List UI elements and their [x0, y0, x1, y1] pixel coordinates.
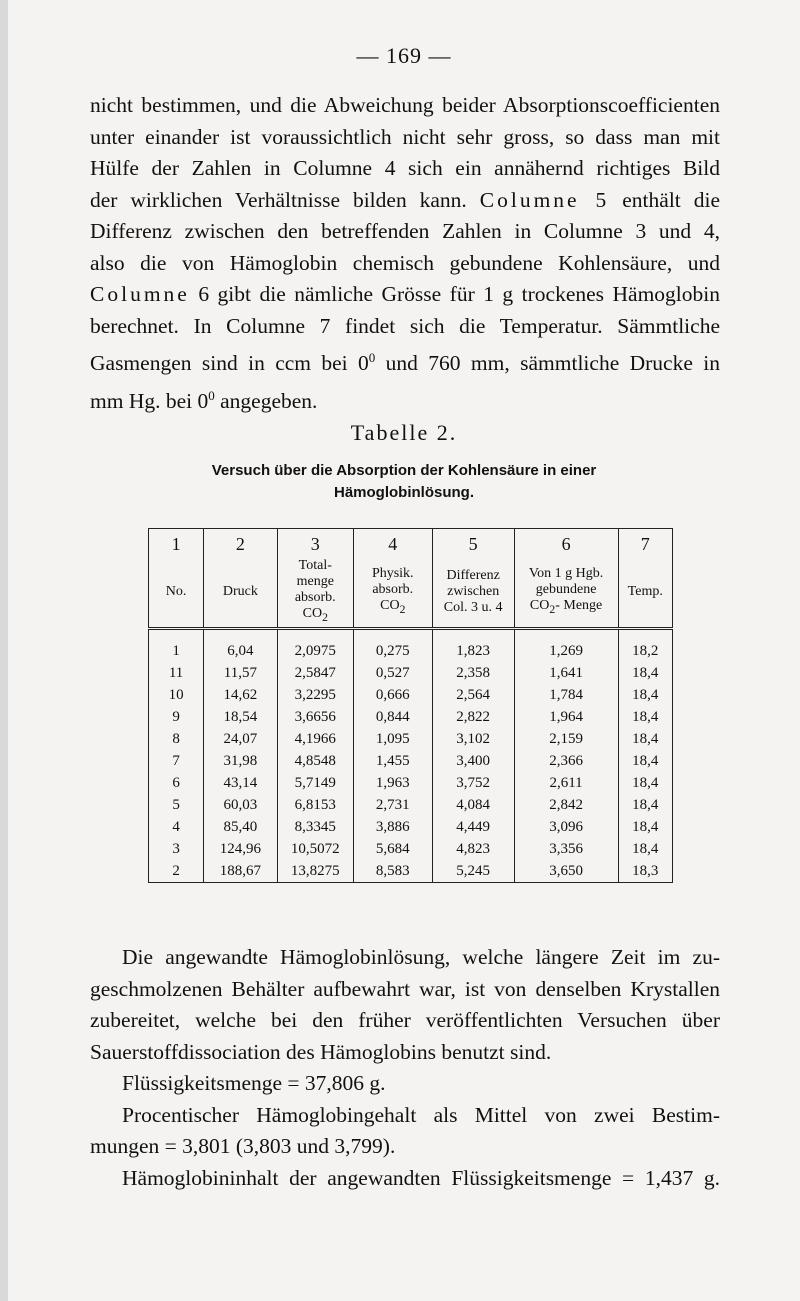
header-no: No.: [149, 557, 204, 629]
text-line: mm Hg. bei $0^0$ angegeben.: [90, 387, 318, 413]
column-header-row: [149, 557, 673, 629]
text-line: Columne 6 gibt die nämliche Grösse für 1 g trockenes Hämoglobin: [90, 282, 721, 306]
header-total: Total- menge absorb. $CO_2$: [277, 557, 353, 629]
table-row: 4 85,40 8,3345 3,886 4,449 3,096 18,4: [149, 816, 673, 838]
table-row: 8 24,07 4,1966 1,095 3,102 2,159 18,4: [149, 728, 673, 750]
header-differenz: Differenz zwischen Col. 3 u. 4: [432, 557, 514, 629]
header-temp: Temp.: [618, 557, 672, 629]
text-line: geschmolzenen Behälter aufbewahrt war, ist von denselben Krystallen: [90, 976, 720, 1001]
text-line: nicht bestimmen, und die Abweichung beider Absorptionscoefficienten: [90, 93, 720, 117]
hgb-percent-line: Procentischer Hämoglobingehalt als Mittel von zwei Bestim-: [122, 1102, 720, 1127]
table-row: 7 31,98 4,8548 1,455 3,400 2,366 18,4: [149, 750, 673, 772]
table-row: 6 43,14 5,7149 1,963 3,752 2,611 18,4: [149, 772, 673, 794]
table-row: 3 124,96 10,5072 5,684 4,823 3,356 18,4: [149, 838, 673, 860]
text-line: zubereitet, welche bei den früher veröffentlichten Versuchen über: [90, 1008, 720, 1032]
text-line: Differenz zwischen den betreffenden Zahlen in Columne 3 und 4,: [90, 219, 720, 243]
text-line: berechnet. In Columne 7 findet sich die Temperatur. Sämmtliche: [90, 313, 720, 338]
column-number-row: 1 2 3 4 5 6 7: [149, 529, 673, 558]
text-line: also die von Hämoglobin chemisch gebundene Kohlensäure, und: [90, 250, 720, 275]
header-hgb: Von 1 g Hgb. gebundene $CO_2-$ Menge: [514, 557, 618, 629]
text-line: Hülfe der Zahlen in Columne 4 sich ein annähernd richtiges Bild: [90, 156, 720, 180]
header-physik: Physik. absorb. $CO_2$: [353, 557, 432, 629]
data-table: [148, 528, 673, 883]
text-line: unter einander ist voraussichtlich nicht sehr gross, so dass man mit: [90, 124, 720, 149]
table-row: 11 11,57 2,5847 0,527 2,358 1,641 18,4: [149, 662, 673, 684]
paragraph-2: [90, 942, 720, 1194]
text-line: der wirklichen Verhältnisse bilden kann. Columne 5 enthält die: [90, 187, 720, 212]
paragraph-1: [90, 90, 720, 417]
table-caption: Versuch über die Absorption der Kohlensäure in einer Hämoglobinlösung.: [211, 462, 597, 501]
hgb-content-line: Hämoglobininhalt der angewandten Flüssigkeitsmenge = 1,437 g.: [122, 1165, 720, 1190]
book-page: [8, 0, 800, 1301]
text-line: Die angewandte Hämoglobinlösung, welche längere Zeit im zu-: [122, 945, 720, 969]
table-row: 2 188,67 13,8275 8,583 5,245 3,650 18,3: [149, 860, 673, 883]
text-line: Sauerstoffdissociation des Hämoglobins benutzt sind.: [90, 1039, 552, 1064]
table-title: Tabelle 2.: [350, 420, 458, 445]
table-row: 9 18,54 3,6656 0,844 2,822 1,964 18,4: [149, 706, 673, 728]
hgb-percent-line-2: mungen = 3,801 (3,803 und 3,799).: [90, 1134, 396, 1158]
table-row: 1 6,04 2,0975 0,275 1,823 1,269 18,2: [149, 640, 673, 662]
page-number: — 169 —: [356, 43, 452, 68]
header-druck: Druck: [204, 557, 278, 629]
table-row: 10 14,62 3,2295 0,666 2,564 1,784 18,4: [149, 684, 673, 706]
text-line: Gasmengen sind in ccm bei $0^0$ und 760 mm, sämmtliche Drucke in: [90, 350, 720, 376]
table-row: 5 60,03 6,8153 2,731 4,084 2,842 18,4: [149, 794, 673, 816]
fluid-amount-line: Flüssigkeitsmenge = 37,806 g.: [122, 1071, 386, 1095]
